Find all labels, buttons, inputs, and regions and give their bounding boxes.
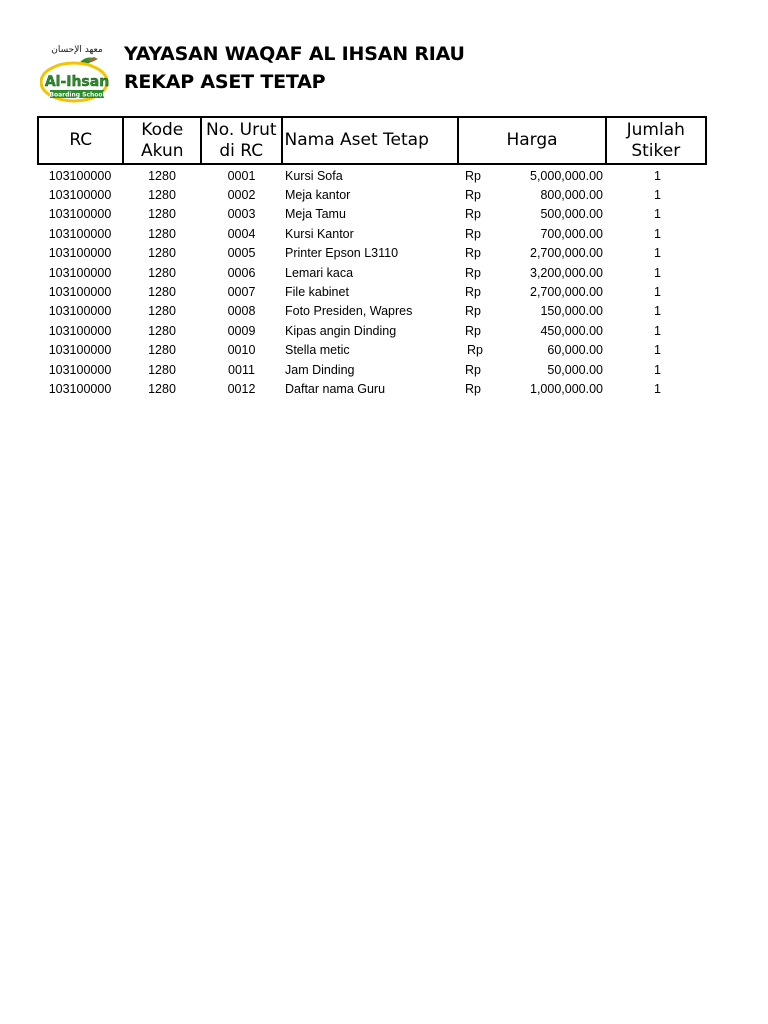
cell-harga [460,188,608,202]
cell-rc: 103100000 [48,265,112,280]
cell-nama-aset: Meja kantor [285,188,351,203]
cell-jumlah-stiker: 1 [654,188,661,203]
table-row [37,282,707,301]
cell-harga [460,207,608,221]
cell-harga [460,363,608,377]
cell-no-urut: 0003 [227,207,256,222]
cell-kode-akun: 1280 [148,381,176,396]
cell-harga [460,324,608,338]
cell-rc: 103100000 [48,343,112,358]
cell-jumlah-stiker: 1 [654,362,661,377]
cell-jumlah-stiker: 1 [654,207,661,222]
cell-kode-akun: 1280 [148,226,176,241]
cell-no-urut: 0010 [227,343,256,358]
cell-jumlah-stiker: 1 [654,381,661,396]
currency-label: Rp [467,343,483,358]
price-value: 60,000.00 [547,343,603,358]
cell-nama-aset: Stella metic [285,343,350,358]
cell-harga [460,227,608,241]
cell-no-urut: 0009 [227,323,256,338]
price-value: 50,000.00 [547,362,603,377]
cell-rc: 103100000 [48,168,112,183]
cell-harga [460,266,608,280]
table-row [37,185,707,204]
cell-kode-akun: 1280 [148,323,176,338]
organization-name: YAYASAN WAQAF AL IHSAN RIAU [124,43,465,65]
cell-rc: 103100000 [48,285,112,300]
cell-no-urut: 0006 [227,265,256,280]
report-title: REKAP ASET TETAP [124,71,326,93]
al-ihsan-logo [40,38,114,104]
currency-label: Rp [465,304,481,319]
cell-no-urut: 0001 [227,168,256,183]
svg-text:Boarding School: Boarding School [49,91,105,99]
header-kode-akun: Kode Akun [124,118,202,163]
cell-nama-aset: Kipas angin Dinding [285,323,397,338]
document-title [124,40,465,96]
table-row [37,360,707,379]
cell-jumlah-stiker: 1 [654,323,661,338]
cell-harga [460,343,608,357]
currency-label: Rp [465,246,481,261]
currency-label: Rp [465,226,481,241]
cell-jumlah-stiker: 1 [654,304,661,319]
table-row [37,302,707,321]
cell-jumlah-stiker: 1 [654,265,661,280]
svg-text:معهد الإحسان: معهد الإحسان [51,45,103,55]
cell-rc: 103100000 [48,381,112,396]
header-nama-aset: Nama Aset Tetap [283,118,460,163]
price-value: 2,700,000.00 [530,246,603,261]
price-value: 450,000.00 [540,323,603,338]
cell-no-urut: 0011 [228,362,255,377]
price-value: 800,000.00 [540,188,603,203]
cell-jumlah-stiker: 1 [654,343,661,358]
table-row [37,379,707,398]
cell-jumlah-stiker: 1 [654,226,661,241]
currency-label: Rp [465,323,481,338]
price-value: 1,000,000.00 [530,381,603,396]
header-jumlah-stiker: Jumlah Stiker [626,119,685,161]
currency-label: Rp [465,188,481,203]
cell-no-urut: 0005 [227,246,256,261]
table-row [37,166,707,185]
cell-nama-aset: Printer Epson L3110 [285,246,399,261]
cell-jumlah-stiker: 1 [654,246,661,261]
currency-label: Rp [465,362,481,377]
cell-rc: 103100000 [48,323,112,338]
table-row [37,244,707,263]
header-rc: RC [39,118,124,163]
cell-harga [460,382,608,396]
cell-rc: 103100000 [48,226,112,241]
cell-no-urut: 0002 [227,188,256,203]
price-value: 2,700,000.00 [530,285,603,300]
cell-no-urut: 0004 [227,226,256,241]
cell-nama-aset: Jam Dinding [285,362,355,377]
cell-kode-akun: 1280 [148,168,176,183]
cell-nama-aset: Kursi Kantor [285,226,354,241]
cell-rc: 103100000 [48,188,112,203]
cell-kode-akun: 1280 [148,304,176,319]
header-harga: Harga [459,118,606,163]
cell-nama-aset: Lemari kaca [285,265,354,280]
cell-harga [460,304,608,318]
price-value: 3,200,000.00 [530,265,603,280]
asset-table [37,116,707,399]
table-header [37,116,707,165]
cell-rc: 103100000 [48,207,112,222]
table-row [37,341,707,360]
cell-no-urut: 0007 [227,285,256,300]
table-row [37,263,707,282]
cell-kode-akun: 1280 [148,285,176,300]
cell-nama-aset: Meja Tamu [285,207,346,222]
table-row [37,321,707,340]
cell-jumlah-stiker: 1 [654,285,661,300]
table-row [37,205,707,224]
cell-jumlah-stiker: 1 [654,168,661,183]
cell-kode-akun: 1280 [148,207,176,222]
cell-nama-aset: Daftar nama Guru [285,381,386,396]
cell-no-urut: 0008 [227,304,256,319]
cell-harga [460,246,608,260]
svg-text:Al-Ihsan: Al-Ihsan [44,74,110,90]
currency-label: Rp [465,285,481,300]
currency-label: Rp [465,265,481,280]
cell-no-urut: 0012 [227,381,256,396]
currency-label: Rp [465,381,481,396]
cell-kode-akun: 1280 [148,246,176,261]
header-no-urut: No. Urut di RC [202,118,283,163]
cell-nama-aset: File kabinet [285,285,349,300]
table-row [37,224,707,243]
cell-nama-aset: Kursi Sofa [285,168,343,183]
cell-rc: 103100000 [48,304,112,319]
cell-nama-aset: Foto Presiden, Wapres [285,304,413,319]
cell-harga [460,285,608,299]
cell-rc: 103100000 [48,246,112,261]
currency-label: Rp [465,168,481,183]
price-value: 5,000,000.00 [530,168,603,183]
cell-kode-akun: 1280 [148,188,176,203]
price-value: 150,000.00 [540,304,603,319]
cell-kode-akun: 1280 [148,362,176,377]
cell-rc: 103100000 [48,362,112,377]
cell-kode-akun: 1280 [148,343,176,358]
currency-label: Rp [465,207,481,222]
price-value: 500,000.00 [540,207,603,222]
cell-kode-akun: 1280 [148,265,176,280]
price-value: 700,000.00 [540,226,603,241]
cell-harga [460,169,608,183]
table-body [37,166,707,399]
